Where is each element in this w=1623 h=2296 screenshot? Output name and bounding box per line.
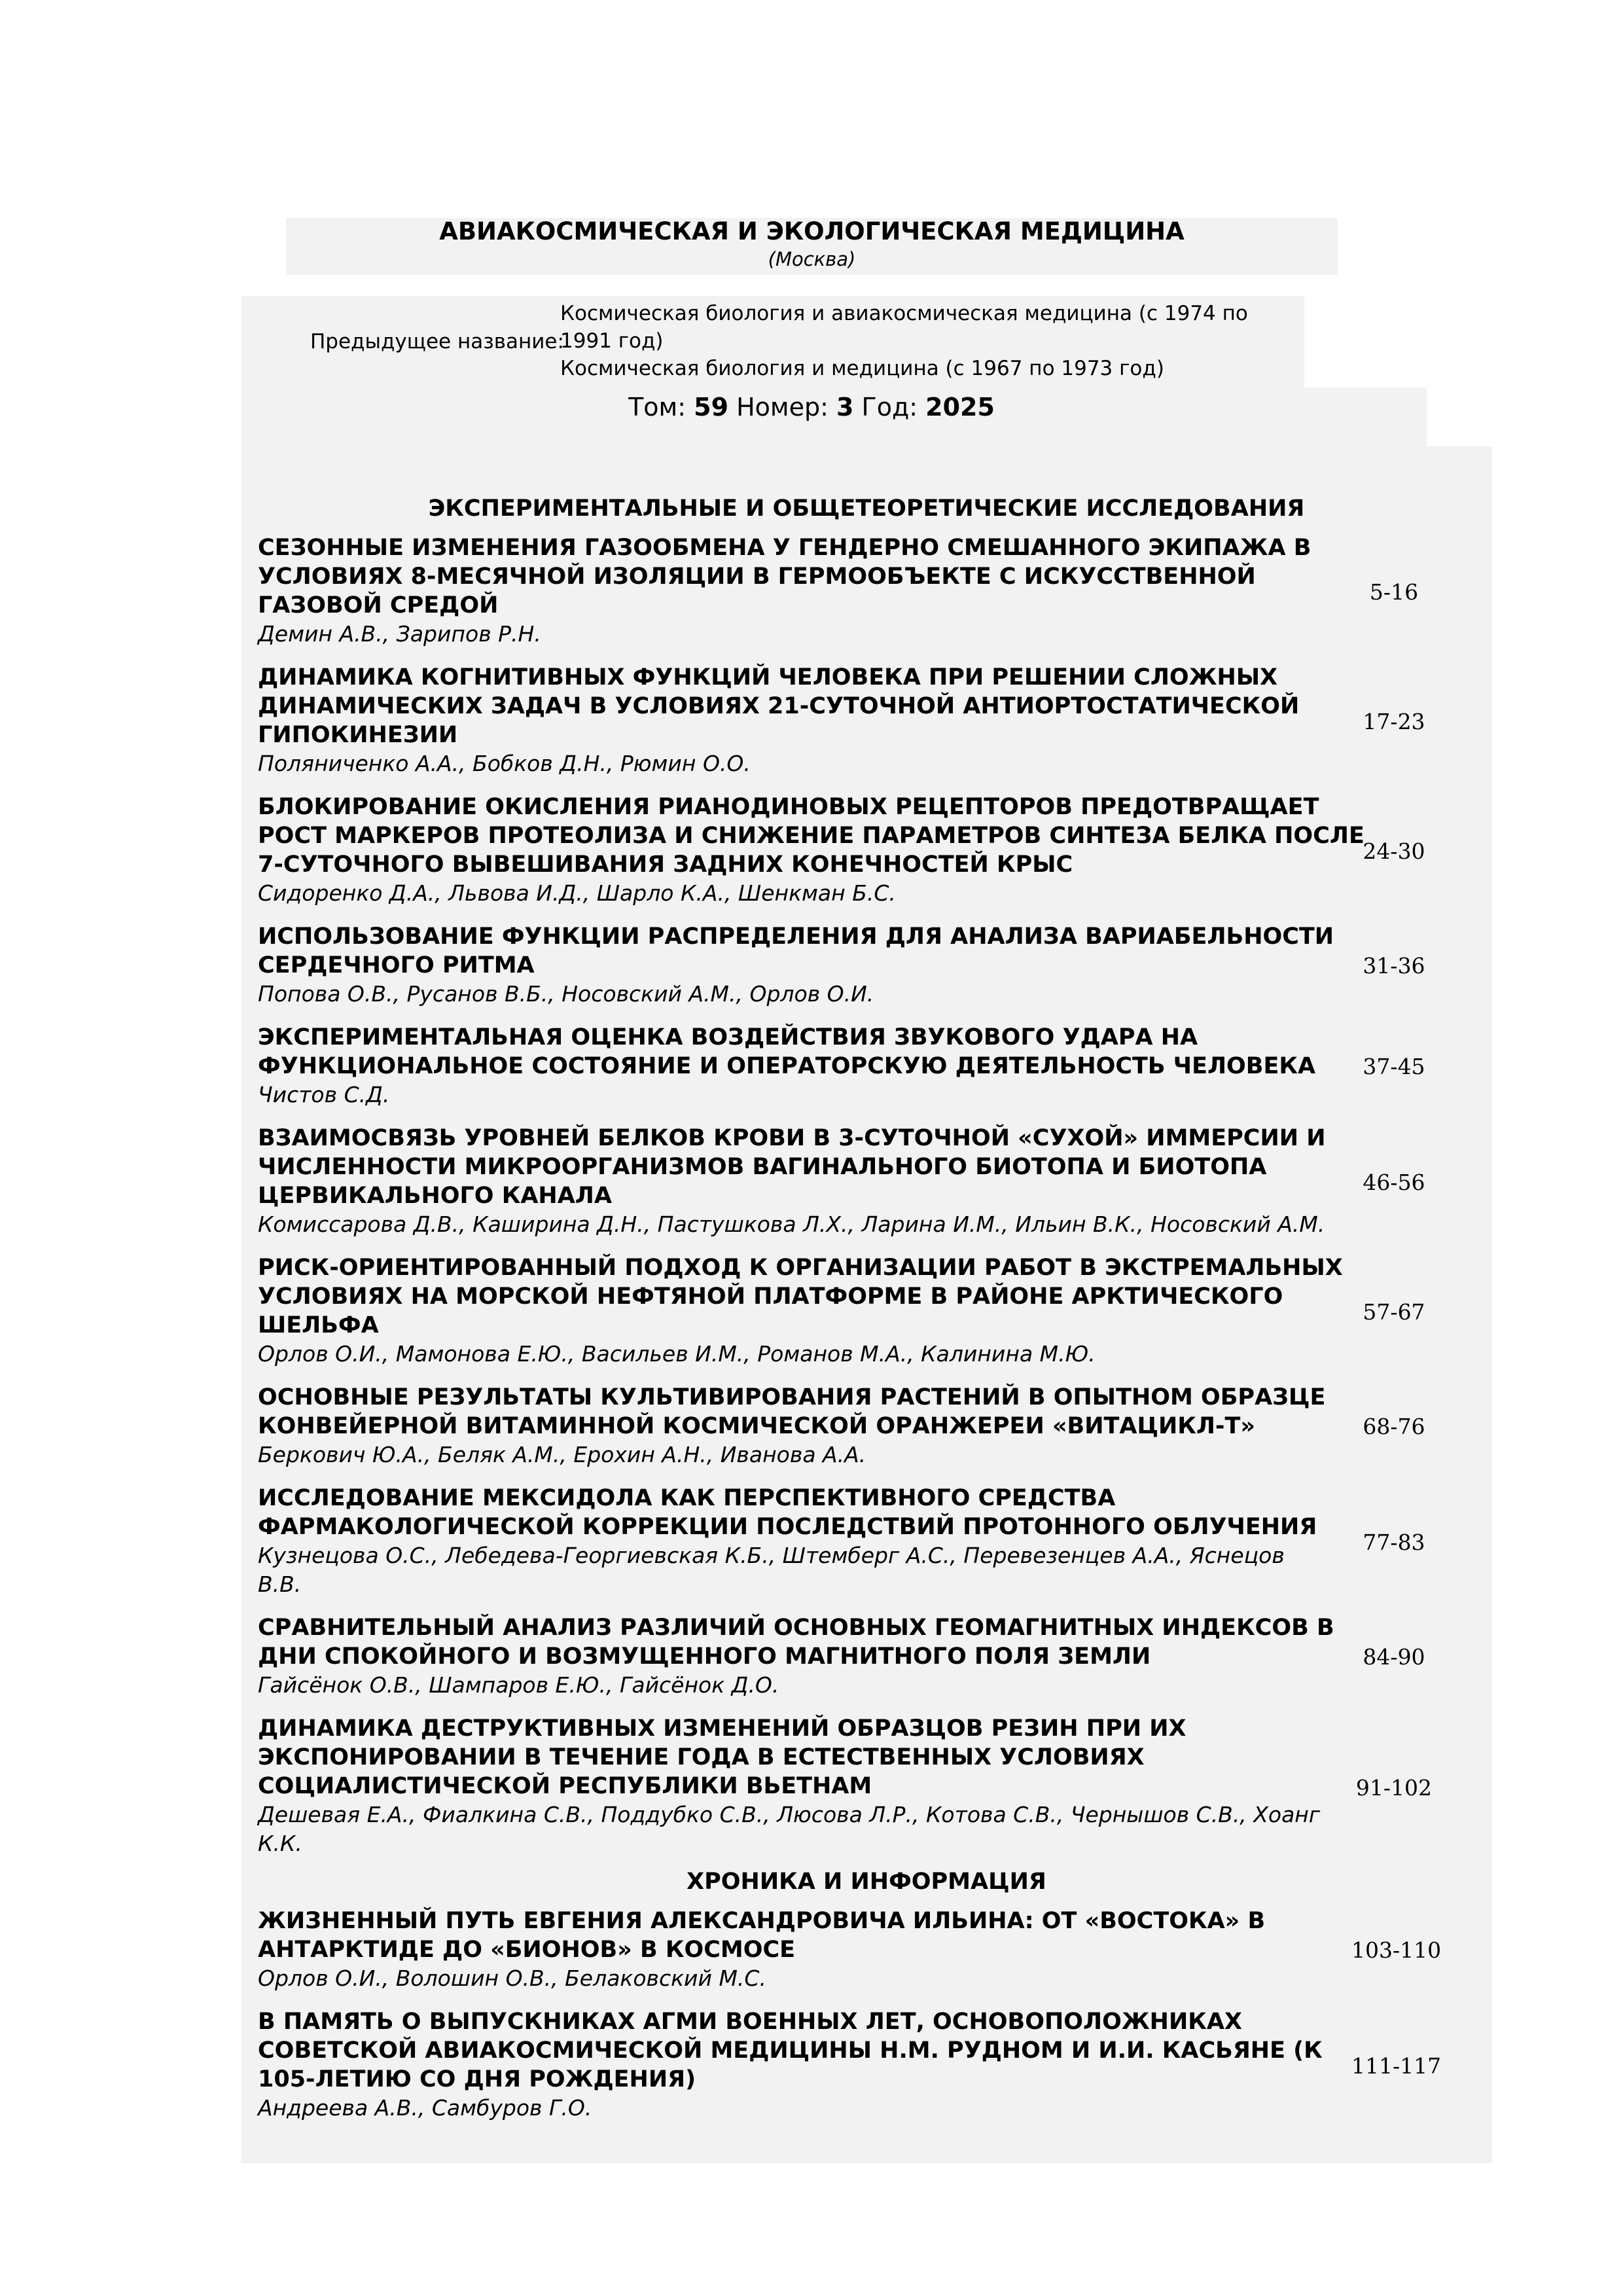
article-title[interactable] <box>258 663 1344 749</box>
article-authors <box>258 980 1344 1009</box>
article-title-line: ДИНАМИКА ДЕСТРУКТИВНЫХ ИЗМЕНЕНИЙ ОБРАЗЦОВ РЕЗИН ПРИ ИХ <box>258 1715 1186 1742</box>
article-entry[interactable] <box>258 1023 1344 1109</box>
article-entry[interactable] <box>258 1907 1344 1993</box>
previous-names <box>560 300 1293 382</box>
article-title-line: ОСНОВНЫЕ РЕЗУЛЬТАТЫ КУЛЬТИВИРОВАНИЯ РАСТЕНИЙ В ОПЫТНОМ ОБРАЗЦЕ <box>258 1384 1326 1410</box>
article-authors <box>258 1081 1344 1109</box>
article-title-line: ЖИЗНЕННЫЙ ПУТЬ ЕВГЕНИЯ АЛЕКСАНДРОВИЧА ИЛЬИНА: ОТ «ВОСТОКА» В <box>258 1908 1266 1934</box>
article-pages: 84-90 <box>1363 1644 1425 1670</box>
section-heading: ХРОНИКА И ИНФОРМАЦИЯ <box>687 1869 1046 1895</box>
number-value: 3 <box>836 393 854 422</box>
article-title[interactable] <box>258 1907 1344 1964</box>
article-pages: 111-117 <box>1351 2053 1442 2079</box>
article-title[interactable] <box>258 922 1344 980</box>
article-title-line: КОНВЕЙЕРНОЙ ВИТАМИННОЙ КОСМИЧЕСКОЙ ОРАНЖЕРЕИ «ВИТАЦИКЛ-Т» <box>258 1413 1255 1439</box>
article-pages: 24-30 <box>1363 838 1425 864</box>
article-entry[interactable] <box>258 1484 1344 1599</box>
article-authors <box>258 1964 1344 1993</box>
article-title-line: СОЦИАЛИСТИЧЕСКОЙ РЕСПУБЛИКИ ВЬЕТНАМ <box>258 1773 872 1799</box>
journal-city: (Москва) <box>768 248 856 270</box>
year-label: Год: <box>861 393 918 422</box>
article-pages: 57-67 <box>1363 1299 1425 1325</box>
author-line: Сидоренко Д.А., Львова И.Д., Шарло К.А., Шенкман Б.С. <box>258 880 896 906</box>
article-authors <box>258 620 1344 649</box>
previous-name: Космическая биология и авиакосмическая медицина (с 1974 по 1991 год) <box>560 302 1248 353</box>
article-title-line: ЧИСЛЕННОСТИ МИКРООРГАНИЗМОВ ВАГИНАЛЬНОГО БИОТОПА И БИОТОПА <box>258 1154 1267 1180</box>
article-title-line: УСЛОВИЯХ 8-МЕСЯЧНОЙ ИЗОЛЯЦИИ В ГЕРМООБЪЕКТЕ С ИСКУССТВЕННОЙ <box>258 564 1256 590</box>
article-authors <box>258 879 1344 908</box>
article-title[interactable] <box>258 1613 1344 1671</box>
article-title-line: СРАВНИТЕЛЬНЫЙ АНАЛИЗ РАЗЛИЧИЙ ОСНОВНЫХ ГЕОМАГНИТНЫХ ИНДЕКСОВ В <box>258 1615 1334 1641</box>
author-line: Чистов С.Д. <box>258 1082 390 1107</box>
article-title-line: ГИПОКИНЕЗИИ <box>258 722 458 748</box>
article-title-line: СЕРДЕЧНОГО РИТМА <box>258 952 535 978</box>
article-authors <box>258 1340 1344 1369</box>
article-entry[interactable] <box>258 1253 1344 1369</box>
article-title[interactable] <box>258 1383 1344 1441</box>
article-title-line: РИСК-ОРИЕНТИРОВАННЫЙ ПОДХОД К ОРГАНИЗАЦИИ РАБОТ В ЭКСТРЕМАЛЬНЫХ <box>258 1255 1343 1281</box>
author-line: Гайсёнок О.В., Шампаров Е.Ю., Гайсёнок Д.О. <box>258 1672 779 1698</box>
article-title-line: УСЛОВИЯХ НА МОРСКОЙ НЕФТЯНОЙ ПЛАТФОРМЕ В РАЙОНЕ АРКТИЧЕСКОГО <box>258 1283 1283 1310</box>
article-title-line: БЛОКИРОВАНИЕ ОКИСЛЕНИЯ РИАНОДИНОВЫХ РЕЦЕПТОРОВ ПРЕДОТВРАЩАЕТ <box>258 794 1319 820</box>
article-entry[interactable] <box>258 922 1344 1009</box>
author-line: Поляниченко А.А., Бобков Д.Н., Рюмин О.О. <box>258 751 751 776</box>
article-title-line: ИСПОЛЬЗОВАНИЕ ФУНКЦИИ РАСПРЕДЕЛЕНИЯ ДЛЯ АНАЛИЗА ВАРИАБЕЛЬНОСТИ <box>258 924 1334 950</box>
article-authors <box>258 1541 1344 1599</box>
article-title-line: ФАРМАКОЛОГИЧЕСКОЙ КОРРЕКЦИИ ПОСЛЕДСТВИЙ ПРОТОННОГО ОБЛУЧЕНИЯ <box>258 1514 1317 1540</box>
article-title[interactable] <box>258 1253 1344 1340</box>
article-pages: 91-102 <box>1355 1775 1433 1801</box>
article-entry[interactable] <box>258 1613 1344 1700</box>
volume-label: Том: <box>628 393 687 422</box>
article-title-line: В ПАМЯТЬ О ВЫПУСКНИКАХ АГМИ ВОЕННЫХ ЛЕТ, ОСНОВОПОЛОЖНИКАХ <box>258 2009 1242 2035</box>
article-title[interactable] <box>258 1023 1344 1081</box>
author-line: Комиссарова Д.В., Каширина Д.Н., Пастушкова Л.Х., Ларина И.М., Ильин В.К., Носовский А.М. <box>258 1211 1325 1237</box>
article-title-line: ЭКСПЕРИМЕНТАЛЬНАЯ ОЦЕНКА ВОЗДЕЙСТВИЯ ЗВУКОВОГО УДАРА НА <box>258 1024 1198 1050</box>
article-pages: 77-83 <box>1363 1530 1425 1555</box>
article-pages: 103-110 <box>1351 1937 1442 1963</box>
section-heading: ЭКСПЕРИМЕНТАЛЬНЫЕ И ОБЩЕТЕОРЕТИЧЕСКИЕ ИССЛЕДОВАНИЯ <box>428 495 1305 522</box>
article-title-line: ИССЛЕДОВАНИЕ МЕКСИДОЛА КАК ПЕРСПЕКТИВНОГО СРЕДСТВА <box>258 1485 1116 1511</box>
previous-name-label: Предыдущее название: <box>310 330 564 353</box>
article-entry[interactable] <box>258 793 1364 908</box>
article-title-line: ЭКСПОНИРОВАНИИ В ТЕЧЕНИЕ ГОДА В ЕСТЕСТВЕННЫХ УСЛОВИЯХ <box>258 1744 1145 1770</box>
author-line: В.В. <box>258 1571 302 1597</box>
journal-title: АВИАКОСМИЧЕСКАЯ И ЭКОЛОГИЧЕСКАЯ МЕДИЦИНА <box>439 217 1185 245</box>
article-title-line: ФУНКЦИОНАЛЬНОЕ СОСТОЯНИЕ И ОПЕРАТОРСКУЮ ДЕЯТЕЛЬНОСТЬ ЧЕЛОВЕКА <box>258 1053 1316 1079</box>
year-value: 2025 <box>925 393 995 422</box>
article-title-line: РОСТ МАРКЕРОВ ПРОТЕОЛИЗА И СНИЖЕНИЕ ПАРАМЕТРОВ СИНТЕЗА БЕЛКА ПОСЛЕ <box>258 823 1364 849</box>
article-title-line: ДНИ СПОКОЙНОГО И ВОЗМУЩЕННОГО МАГНИТНОГО ПОЛЯ ЗЕМЛИ <box>258 1643 1151 1670</box>
article-entry[interactable] <box>258 1124 1344 1239</box>
article-pages: 5-16 <box>1369 579 1419 605</box>
article-title-line: ШЕЛЬФА <box>258 1312 379 1338</box>
article-title[interactable] <box>258 793 1364 879</box>
article-title[interactable] <box>258 1714 1344 1801</box>
article-title-line: АНТАРКТИДЕ ДО «БИОНОВ» В КОСМОСЕ <box>258 1937 796 1963</box>
article-title-line: ЦЕРВИКАЛЬНОГО КАНАЛА <box>258 1183 612 1209</box>
article-title[interactable] <box>258 533 1344 620</box>
article-title-line: 7-СУТОЧНОГО ВЫВЕШИВАНИЯ ЗАДНИХ КОНЕЧНОСТЕЙ КРЫС <box>258 852 1073 878</box>
article-title[interactable] <box>258 1484 1344 1541</box>
article-authors <box>258 1801 1344 1858</box>
article-authors <box>258 1671 1344 1700</box>
previous-name: Космическая биология и медицина (с 1967 по 1973 год) <box>560 357 1164 380</box>
author-line: Попова О.В., Русанов В.Б., Носовский А.М., Орлов О.И. <box>258 981 874 1007</box>
article-title-line: ДИНАМИКА КОГНИТИВНЫХ ФУНКЦИЙ ЧЕЛОВЕКА ПРИ РЕШЕНИИ СЛОЖНЫХ <box>258 664 1278 691</box>
article-authors <box>258 2094 1344 2123</box>
article-authors <box>258 749 1344 778</box>
number-label: Номер: <box>736 393 829 422</box>
article-title-line: СЕЗОННЫЕ ИЗМЕНЕНИЯ ГАЗООБМЕНА У ГЕНДЕРНО СМЕШАННОГО ЭКИПАЖА В <box>258 535 1311 561</box>
article-title[interactable] <box>258 1124 1344 1210</box>
article-pages: 37-45 <box>1363 1054 1425 1079</box>
article-title-line: ДИНАМИЧЕСКИХ ЗАДАЧ В УСЛОВИЯХ 21-СУТОЧНОЙ АНТИОРТОСТАТИЧЕСКОЙ <box>258 693 1300 719</box>
article-pages: 31-36 <box>1363 953 1425 978</box>
article-entry[interactable] <box>258 2007 1344 2123</box>
article-entry[interactable] <box>258 663 1344 778</box>
article-entry[interactable] <box>258 533 1344 649</box>
article-title[interactable] <box>258 2007 1344 2094</box>
issue-info <box>0 392 1623 422</box>
author-line: Беркович Ю.А., Беляк А.М., Ерохин А.Н., Иванова А.А. <box>258 1442 866 1467</box>
author-line: Орлов О.И., Волошин О.В., Белаковский М.С. <box>258 1965 766 1991</box>
author-line: Орлов О.И., Мамонова Е.Ю., Васильев И.М., Романов М.А., Калинина М.Ю. <box>258 1341 1096 1367</box>
article-authors <box>258 1441 1344 1469</box>
article-authors <box>258 1210 1344 1239</box>
author-line: Демин А.В., Зарипов Р.Н. <box>258 621 541 647</box>
article-pages: 17-23 <box>1363 709 1425 734</box>
article-pages: 68-76 <box>1363 1414 1425 1439</box>
author-line: Кузнецова О.С., Лебедева-Георгиевская К.Б., Штемберг А.С., Перевезенцев А.А., Яснецов <box>258 1543 1285 1568</box>
article-pages: 46-56 <box>1363 1170 1425 1195</box>
article-title-line: ВЗАИМОСВЯЗЬ УРОВНЕЙ БЕЛКОВ КРОВИ В 3-СУТОЧНОЙ «СУХОЙ» ИММЕРСИИ И <box>258 1125 1326 1151</box>
article-title-line: ГАЗОВОЙ СРЕДОЙ <box>258 592 499 619</box>
author-line: К.К. <box>258 1831 302 1856</box>
author-line: Дешевая Е.А., Фиалкина С.В., Поддубко С.В., Люсова Л.Р., Котова С.В., Чернышов С.В., Хоанг <box>258 1802 1321 1827</box>
article-entry[interactable] <box>258 1383 1344 1469</box>
article-title-line: СОВЕТСКОЙ АВИАКОСМИЧЕСКОЙ МЕДИЦИНЫ Н.М. РУДНОМ И И.И. КАСЬЯНЕ (К <box>258 2037 1323 2064</box>
volume-value: 59 <box>694 393 729 422</box>
article-entry[interactable] <box>258 1714 1344 1858</box>
author-line: Андреева А.В., Самбуров Г.О. <box>258 2095 592 2121</box>
article-title-line: 105-ЛЕТИЮ СО ДНЯ РОЖДЕНИЯ) <box>258 2066 696 2092</box>
